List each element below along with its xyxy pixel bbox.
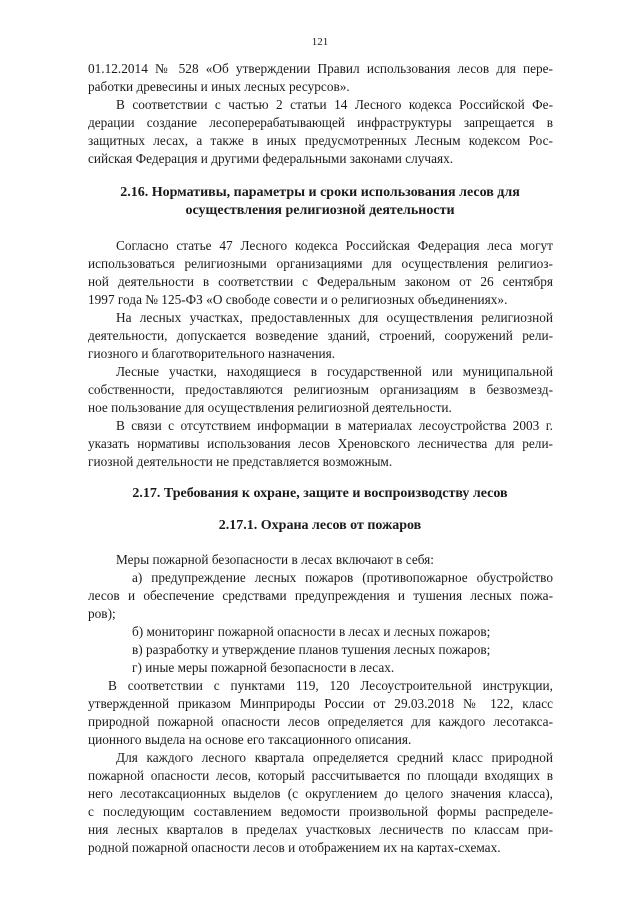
- text-line: ной деятельности в соответствии с Федеральным законом от 26 сентября: [88, 274, 553, 289]
- list-item: б) мониторинг пожарной опасности в лесах и лесных пожаров;: [132, 624, 491, 639]
- text-line: Для каждого лесного квартала определяется средний класс природной: [116, 750, 553, 765]
- list-item: г) иные меры пожарной безопасности в лесах.: [132, 660, 395, 675]
- text-line: родной пожарной опасности лесов и отображением их на картах-схемах.: [88, 840, 501, 855]
- text-line: пожарной опасности лесов, который рассчитывается по площади входящих в: [88, 768, 553, 783]
- text-line: собственности, предоставляются религиозным организациям в безвозмезд-: [88, 382, 553, 397]
- text-line: гиозной деятельности не представляется возможным.: [88, 454, 393, 469]
- text-line: защитных лесах, а также в иных предусмотренных Лесным кодексом Рос-: [88, 133, 553, 148]
- text-line: сийская Федерация и другими федеральными законами случаях.: [88, 151, 454, 166]
- text-line: него лесотаксационных выделов (с округлением до целого значения класса),: [88, 786, 553, 801]
- text-line: дерации создание лесоперерабатывающей инфраструктуры запрещается в: [88, 115, 553, 130]
- text-line: В соответствии с пунктами 119, 120 Лесоустроительной инструкции,: [108, 678, 553, 693]
- text-line: природной пожарной опасности лесов определяется для каждого лесотакса-: [88, 714, 553, 729]
- list-item: а) предупреждение лесных пожаров (противопожарное обустройство: [132, 570, 553, 585]
- text-line: с последующим составлением ведомости произвольной формы распределе-: [88, 804, 553, 819]
- text-line: Лесные участки, находящиеся в государственной или муниципальной: [116, 364, 553, 379]
- text-line: ное пользование для осуществления религиозной деятельности.: [88, 400, 452, 415]
- text-line: утвержденной приказом Минприроды России от 29.03.2018 № 122, класс: [88, 696, 553, 711]
- text-line: работки древесины и иных лесных ресурсов».: [88, 79, 350, 94]
- list-item: в) разработку и утверждение планов тушения лесных пожаров;: [132, 642, 491, 657]
- section-heading-2-17: 2.17. Требования к охране, защите и воспроизводству лесов: [132, 486, 508, 501]
- text-line: ров);: [88, 606, 116, 621]
- section-heading-2-17-1: 2.17.1. Охрана лесов от пожаров: [218, 518, 422, 533]
- text-line: 01.12.2014 № 528 «Об утверждении Правил использования лесов для пере-: [88, 61, 553, 76]
- text-line: гиозного и благотворительного назначения.: [88, 346, 336, 361]
- section-heading-2-16-cont: осуществления религиозной деятельности: [185, 203, 455, 218]
- page-number: 121: [311, 36, 329, 48]
- text-line: Меры пожарной безопасности в лесах включают в себя:: [116, 552, 434, 567]
- text-line: лесов и обеспечение средствами предупреждения и тушения лесных пожа-: [88, 588, 553, 603]
- text-line: На лесных участках, предоставленных для осуществления религиозной: [116, 310, 553, 325]
- text-line: деятельности, допускается возведение зданий, строений, сооружений рели-: [88, 328, 553, 343]
- text-line: ния лесных кварталов в пределах участковых лесничеств по классам при-: [88, 822, 553, 837]
- text-line: В соответствии с частью 2 статьи 14 Лесного кодекса Российской Фе-: [116, 97, 553, 112]
- text-line: В связи с отсутствием информации в материалах лесоустройства 2003 г.: [116, 418, 553, 433]
- text-line: указать нормативы использования лесов Хреновского лесничества для рели-: [88, 436, 553, 451]
- section-heading-2-16: 2.16. Нормативы, параметры и сроки использования лесов для: [120, 185, 520, 200]
- text-line: использоваться религиозными организациями для осуществления религиоз-: [88, 256, 553, 271]
- text-line: Согласно статье 47 Лесного кодекса Российская Федерация леса могут: [116, 238, 553, 253]
- text-line: 1997 года № 125-ФЗ «О свободе совести и о религиозных объединениях».: [88, 292, 508, 307]
- text-line: ционного выдела на основе его таксационного описания.: [88, 732, 412, 747]
